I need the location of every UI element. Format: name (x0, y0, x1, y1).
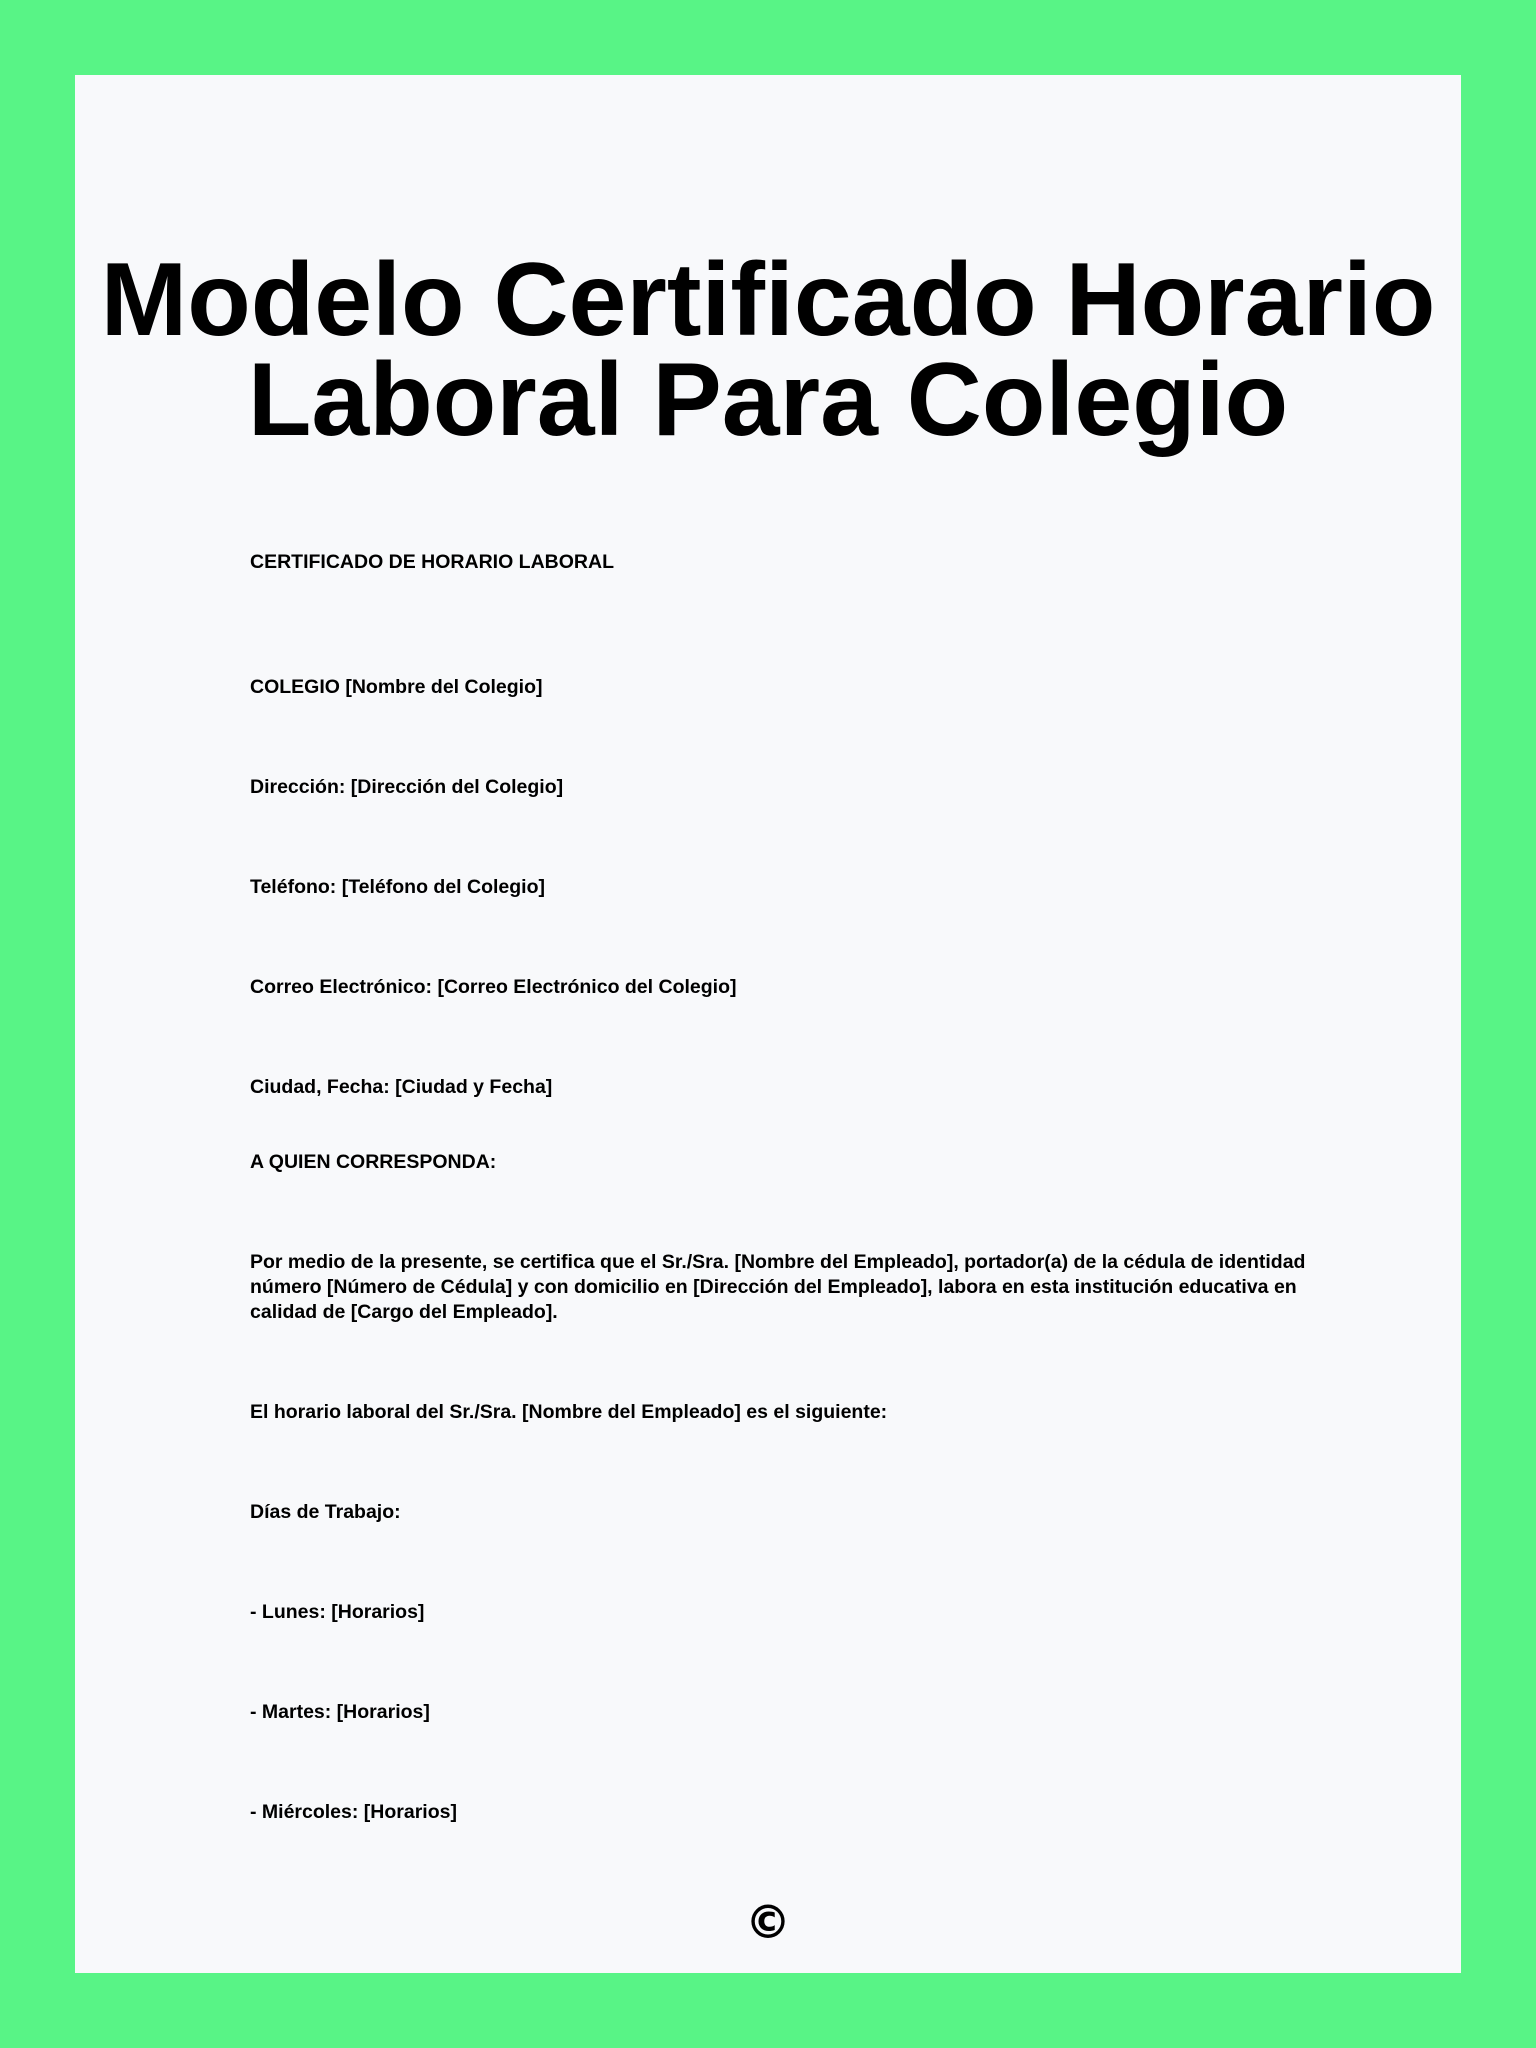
schedule-intro: El horario laboral del Sr./Sra. [Nombre del Empleado] es el siguiente: (250, 1401, 888, 1423)
certificate-heading: CERTIFICADO DE HORARIO LABORAL (250, 551, 614, 573)
school-phone-line: Teléfono: [Teléfono del Colegio] (250, 876, 546, 898)
title-line-2: Laboral Para Colegio (247, 342, 1289, 458)
copyright-icon: © (745, 1895, 791, 1949)
schedule-item: - Martes: [Horarios] (250, 1701, 430, 1723)
document-title (75, 242, 1461, 458)
school-address-line: Dirección: [Dirección del Colegio] (250, 776, 564, 798)
document-page (75, 75, 1461, 1973)
schedule-item: - Miércoles: [Horarios] (250, 1801, 457, 1823)
school-name-line: COLEGIO [Nombre del Colegio] (250, 676, 543, 698)
city-date-line: Ciudad, Fecha: [Ciudad y Fecha] (250, 1076, 553, 1098)
salutation: A QUIEN CORRESPONDA: (250, 1151, 497, 1173)
work-days-heading: Días de Trabajo: (250, 1501, 401, 1523)
schedule-item: - Lunes: [Horarios] (250, 1601, 425, 1623)
school-email-line: Correo Electrónico: [Correo Electrónico del Colegio] (250, 976, 737, 998)
title-line-1: Modelo Certificado Horario (100, 242, 1436, 358)
certification-paragraph: Por medio de la presente, se certifica que el Sr./Sra. [Nombre del Empleado], portador(a) de la cédula de identidad número [Número de Cédula] y con domicilio en [Dirección del Empleado], labora en esta institución educativa en calidad de [Cargo del Empleado]. (250, 1251, 1306, 1323)
